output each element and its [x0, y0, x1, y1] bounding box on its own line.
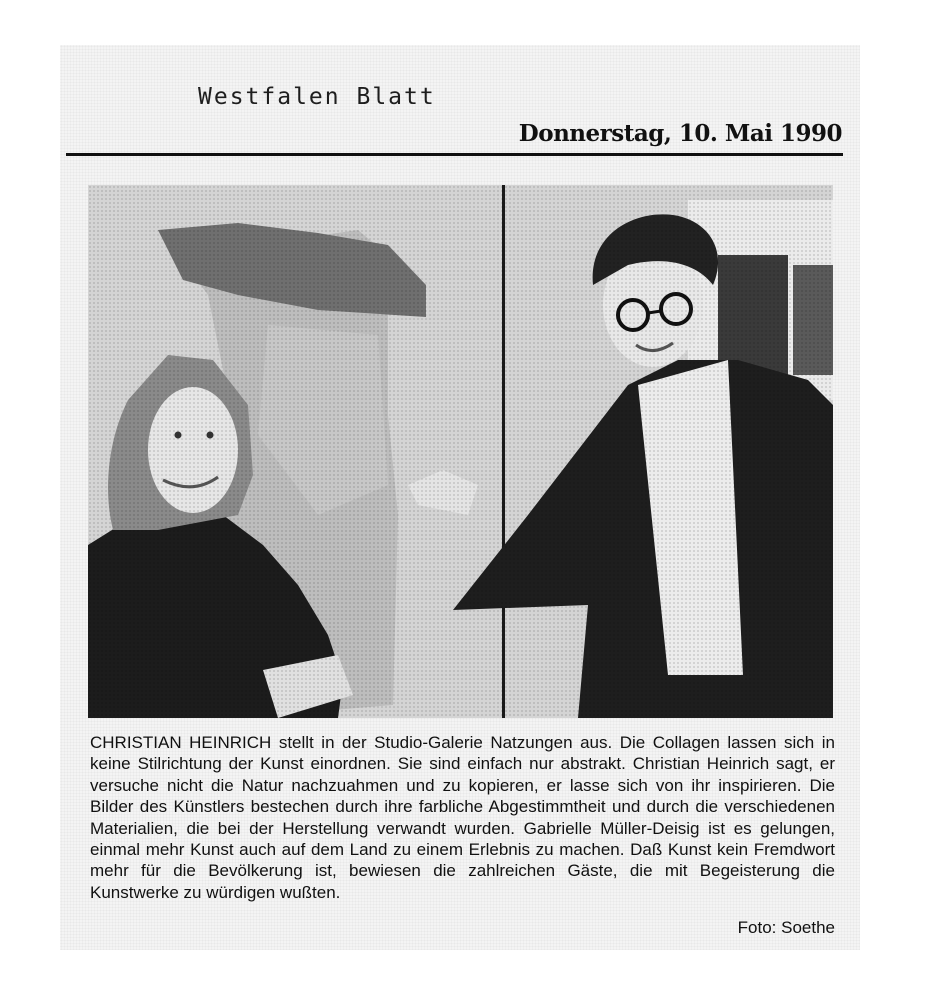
- caption-body: stellt in der Studio-Galerie Natzungen aus. Die Collagen lassen sich in keine Stilrichtung der Kunst einordnen. Sie sind einfach nur abstrakt. Christian Heinrich sagt, er versuche nicht die Natur nachzuahmen und zu kopieren, er lasse sich von ihr inspirieren. Die Bilder des Künstlers bestechen durch ihre farbliche Abgestimmtheit und durch die verschiedenen Materialien, die bei der Herstellung verwandt wurden. Gabrielle Müller-Deisig ist es gelungen, einmal mehr Kunst auch auf dem Land zu einem Erlebnis zu machen. Daß Kunst kein Fremdwort mehr für die Bevölkerung ist, bewiesen die zahlreichen Gäste, die mit Begeisterung die Kunstwerke zu würdigen wußten.: [90, 733, 836, 902]
- halftone-photo: [88, 185, 833, 718]
- issue-date: Donnerstag, 10. Mai 1990: [518, 120, 842, 147]
- photo-credit: Foto: Soethe: [737, 918, 835, 937]
- caption-lead: CHRISTIAN HEINRICH: [90, 733, 272, 752]
- header-rule: [66, 153, 843, 156]
- newspaper-name: Westfalen Blatt: [198, 84, 436, 110]
- photo-caption: [90, 732, 835, 903]
- article-photo: [88, 185, 833, 718]
